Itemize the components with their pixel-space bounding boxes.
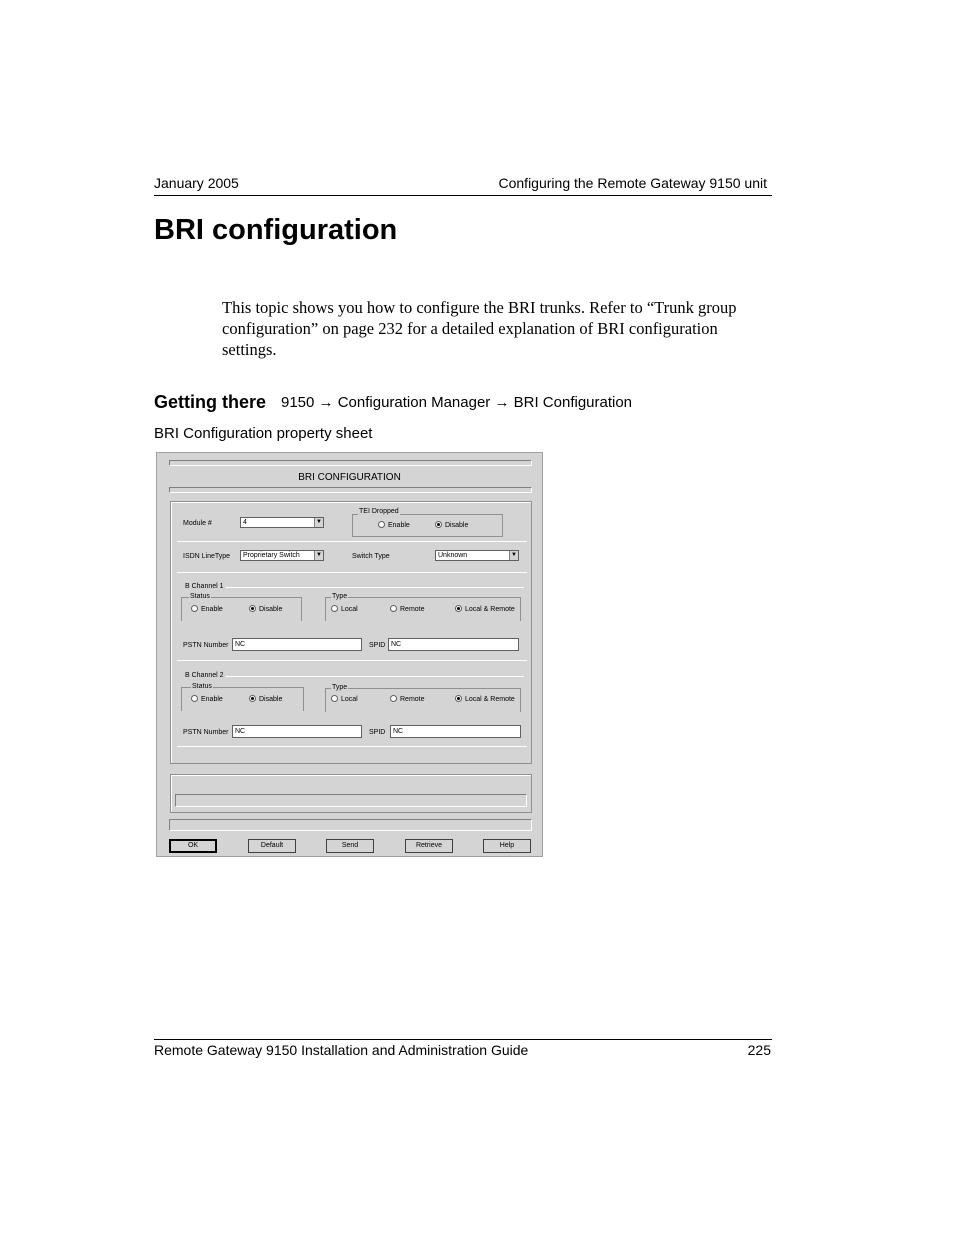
status-panel bbox=[170, 774, 532, 813]
divider bbox=[177, 541, 527, 542]
channel-1-remote-radio[interactable] bbox=[390, 605, 397, 612]
channel-1-local-label: Local bbox=[341, 606, 358, 613]
channel-1-local-remote-label: Local & Remote bbox=[465, 606, 515, 613]
tei-disable-radio[interactable] bbox=[435, 521, 442, 528]
send-button[interactable]: Send bbox=[326, 839, 374, 853]
channel-2-enable-radio[interactable] bbox=[191, 695, 198, 702]
default-button[interactable]: Default bbox=[248, 839, 296, 853]
header-rule bbox=[154, 195, 772, 196]
figure-caption: BRI Configuration property sheet bbox=[154, 425, 373, 442]
module-value: 4 bbox=[243, 519, 247, 526]
chevron-down-icon[interactable]: ▼ bbox=[314, 551, 323, 560]
channel-2-disable-radio[interactable] bbox=[249, 695, 256, 702]
channel-1-disable-label: Disable bbox=[259, 606, 283, 613]
progress-bar bbox=[169, 819, 532, 831]
b-channel-2-label: B Channel 2 bbox=[185, 672, 224, 679]
ok-button[interactable]: OK bbox=[169, 839, 217, 853]
retrieve-button[interactable]: Retrieve bbox=[405, 839, 453, 853]
tei-enable-radio[interactable] bbox=[378, 521, 385, 528]
channel-1-status-label: Status bbox=[190, 593, 210, 600]
chevron-down-icon[interactable]: ▼ bbox=[314, 518, 323, 527]
channel-2-local-label: Local bbox=[341, 696, 358, 703]
channel-1-pstn-input[interactable]: NC bbox=[232, 638, 362, 651]
header-section: Configuring the Remote Gateway 9150 unit bbox=[498, 175, 767, 191]
dialog-title: BRI CONFIGURATION bbox=[298, 472, 401, 483]
divider bbox=[177, 746, 527, 747]
settings-panel bbox=[170, 501, 532, 764]
status-field bbox=[175, 794, 527, 807]
channel-1-remote-label: Remote bbox=[400, 606, 425, 613]
channel-1-rule bbox=[226, 587, 524, 588]
title-bar-top bbox=[169, 460, 532, 466]
channel-2-status-group bbox=[181, 687, 304, 711]
channel-2-disable-label: Disable bbox=[259, 696, 283, 703]
channel-2-enable-label: Enable bbox=[201, 696, 223, 703]
isdn-linetype-value: Proprietary Switch bbox=[243, 552, 300, 559]
channel-1-local-remote-radio[interactable] bbox=[455, 605, 462, 612]
intro-paragraph: This topic shows you how to configure the BRI trunks. Refer to “Trunk group configuration” on page 232 for a detailed explanation of BRI configuration settings. bbox=[222, 298, 737, 359]
switch-type-value: Unknown bbox=[438, 552, 468, 559]
title-bar-bottom bbox=[169, 487, 532, 493]
page-title: BRI configuration bbox=[154, 214, 398, 246]
channel-1-local-radio[interactable] bbox=[331, 605, 338, 612]
switch-type-select[interactable] bbox=[435, 550, 519, 561]
bri-configuration-dialog bbox=[156, 452, 543, 857]
switch-type-label: Switch Type bbox=[352, 553, 390, 560]
channel-2-type-label: Type bbox=[332, 684, 348, 691]
channel-2-rule bbox=[226, 676, 524, 677]
channel-1-disable-radio[interactable] bbox=[249, 605, 256, 612]
channel-1-type-label: Type bbox=[332, 593, 348, 600]
channel-2-spid-input[interactable]: NC bbox=[390, 725, 521, 738]
channel-2-status-label: Status bbox=[192, 683, 212, 690]
getting-there-label: Getting there bbox=[154, 392, 267, 412]
channel-2-spid-label: SPID bbox=[369, 729, 386, 736]
channel-1-status-group bbox=[181, 597, 302, 621]
isdn-linetype-label: ISDN LineType bbox=[183, 553, 231, 560]
channel-2-pstn-label: PSTN Number bbox=[183, 729, 229, 736]
footer-rule bbox=[154, 1039, 772, 1040]
channel-1-spid-input[interactable]: NC bbox=[388, 638, 519, 651]
navigation-path: 9150 → Configuration Manager → BRI Configuration bbox=[281, 394, 633, 411]
channel-2-local-remote-label: Local & Remote bbox=[465, 696, 515, 703]
module-label: Module # bbox=[183, 520, 212, 527]
channel-1-enable-label: Enable bbox=[201, 606, 223, 613]
channel-1-pstn-label: PSTN Number bbox=[183, 642, 229, 649]
tei-dropped-group bbox=[352, 514, 503, 537]
isdn-linetype-select[interactable] bbox=[240, 550, 324, 561]
channel-2-local-radio[interactable] bbox=[331, 695, 338, 702]
module-select[interactable] bbox=[240, 517, 324, 528]
footer-title: Remote Gateway 9150 Installation and Administration Guide bbox=[154, 1042, 529, 1058]
chevron-down-icon[interactable]: ▼ bbox=[509, 551, 518, 560]
b-channel-1-label: B Channel 1 bbox=[185, 583, 224, 590]
divider bbox=[177, 572, 527, 573]
tei-group-label: TEI Dropped bbox=[359, 508, 399, 515]
channel-2-remote-radio[interactable] bbox=[390, 695, 397, 702]
channel-2-local-remote-radio[interactable] bbox=[455, 695, 462, 702]
help-button[interactable]: Help bbox=[483, 839, 531, 853]
page-number: 225 bbox=[747, 1042, 771, 1058]
header-date: January 2005 bbox=[154, 175, 239, 191]
tei-enable-label: Enable bbox=[388, 522, 410, 529]
channel-2-pstn-input[interactable]: NC bbox=[232, 725, 362, 738]
channel-2-remote-label: Remote bbox=[400, 696, 425, 703]
channel-1-enable-radio[interactable] bbox=[191, 605, 198, 612]
divider bbox=[177, 660, 527, 661]
channel-1-spid-label: SPID bbox=[369, 642, 386, 649]
tei-disable-label: Disable bbox=[445, 522, 469, 529]
